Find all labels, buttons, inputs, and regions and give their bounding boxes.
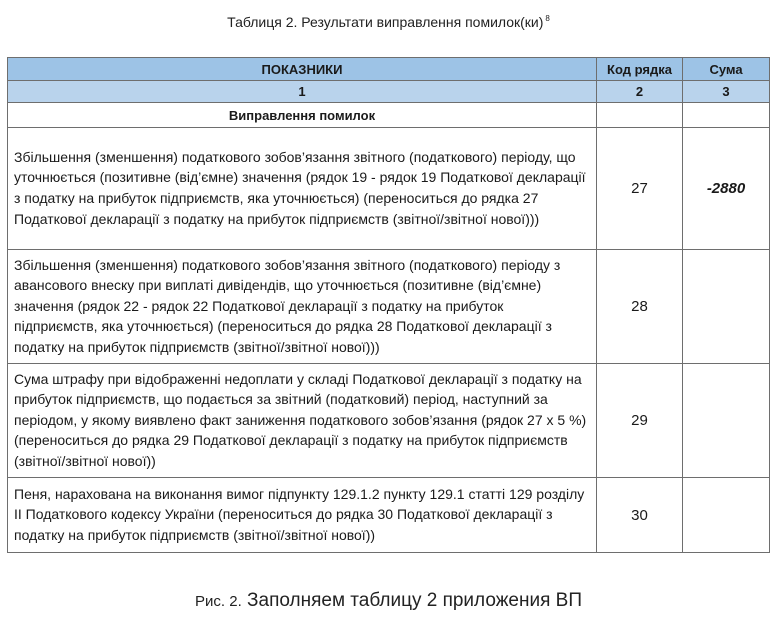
row-description: Збільшення (зменшення) податкового зобов’язання звітного (податкового) періоду, що уточнюється (позитивне (від’ємне) значення (рядок 19 - рядок 19 Податкової декларації з податку на прибуток підприємств, яка уточнюється) (переноситься до рядка 27 Податкової декларації з податку на прибуток підприємств (звітної/звітної нової)))	[8, 128, 597, 250]
caption-prefix: Рис. 2.	[195, 593, 242, 610]
row-code: 28	[597, 250, 683, 364]
section-row	[8, 103, 770, 128]
table-title-text: Таблиця 2. Результати виправлення помилок(ки)	[227, 14, 544, 30]
row-description: Пеня, нарахована на виконання вимог підпункту 129.1.2 пункту 129.1 статті 129 розділу II Податкового кодексу України (переноситься до рядка 30 Податкової декларації з податку на прибуток підприємств (звітної/звітної нової))	[8, 478, 597, 553]
section-empty-cell	[683, 103, 770, 128]
column-number-1: 1	[8, 81, 597, 103]
header-sum: Сума	[683, 58, 770, 81]
figure-caption	[0, 590, 777, 612]
caption-text: Заполняем таблицу 2 приложения ВП	[247, 590, 582, 611]
header-indicators: ПОКАЗНИКИ	[8, 58, 597, 81]
column-number-2: 2	[597, 81, 683, 103]
table-title	[0, 14, 777, 30]
table-row	[8, 364, 770, 478]
table-row	[8, 250, 770, 364]
table-row	[8, 128, 770, 250]
header-row	[8, 58, 770, 81]
corrections-table	[7, 57, 770, 553]
row-sum	[683, 250, 770, 364]
section-title: Виправлення помилок	[8, 103, 597, 128]
table-row	[8, 478, 770, 553]
row-sum	[683, 364, 770, 478]
header-row-code: Код рядка	[597, 58, 683, 81]
row-sum	[683, 478, 770, 553]
column-number-3: 3	[683, 81, 770, 103]
column-number-row	[8, 81, 770, 103]
row-code: 29	[597, 364, 683, 478]
row-description: Сума штрафу при відображенні недоплати у складі Податкової декларації з податку на прибуток підприємств, що подається за звітний (податковий) період, наступний за періодом, у якому виявлено факт заниження податкового зобов’язання (рядок 27 х 5 %) (переноситься до рядка 29 Податкової декларації з податку на прибуток підприємств (звітної/звітної нової))	[8, 364, 597, 478]
row-sum: -2880	[683, 128, 770, 250]
row-description: Збільшення (зменшення) податкового зобов’язання звітного (податкового) періоду з авансового внеску при виплаті дивідендів, що уточнюється (позитивне (від’ємне) значення (рядок 22 - рядок 22 Податкової декларації з податку на прибуток підприємств, яка уточнюється) (переноситься до рядка 28 Податкової декларації з податку на прибуток підприємств (звітної/звітної нової)))	[8, 250, 597, 364]
footnote-marker: 8	[545, 14, 550, 24]
row-code: 27	[597, 128, 683, 250]
row-code: 30	[597, 478, 683, 553]
section-empty-cell	[597, 103, 683, 128]
